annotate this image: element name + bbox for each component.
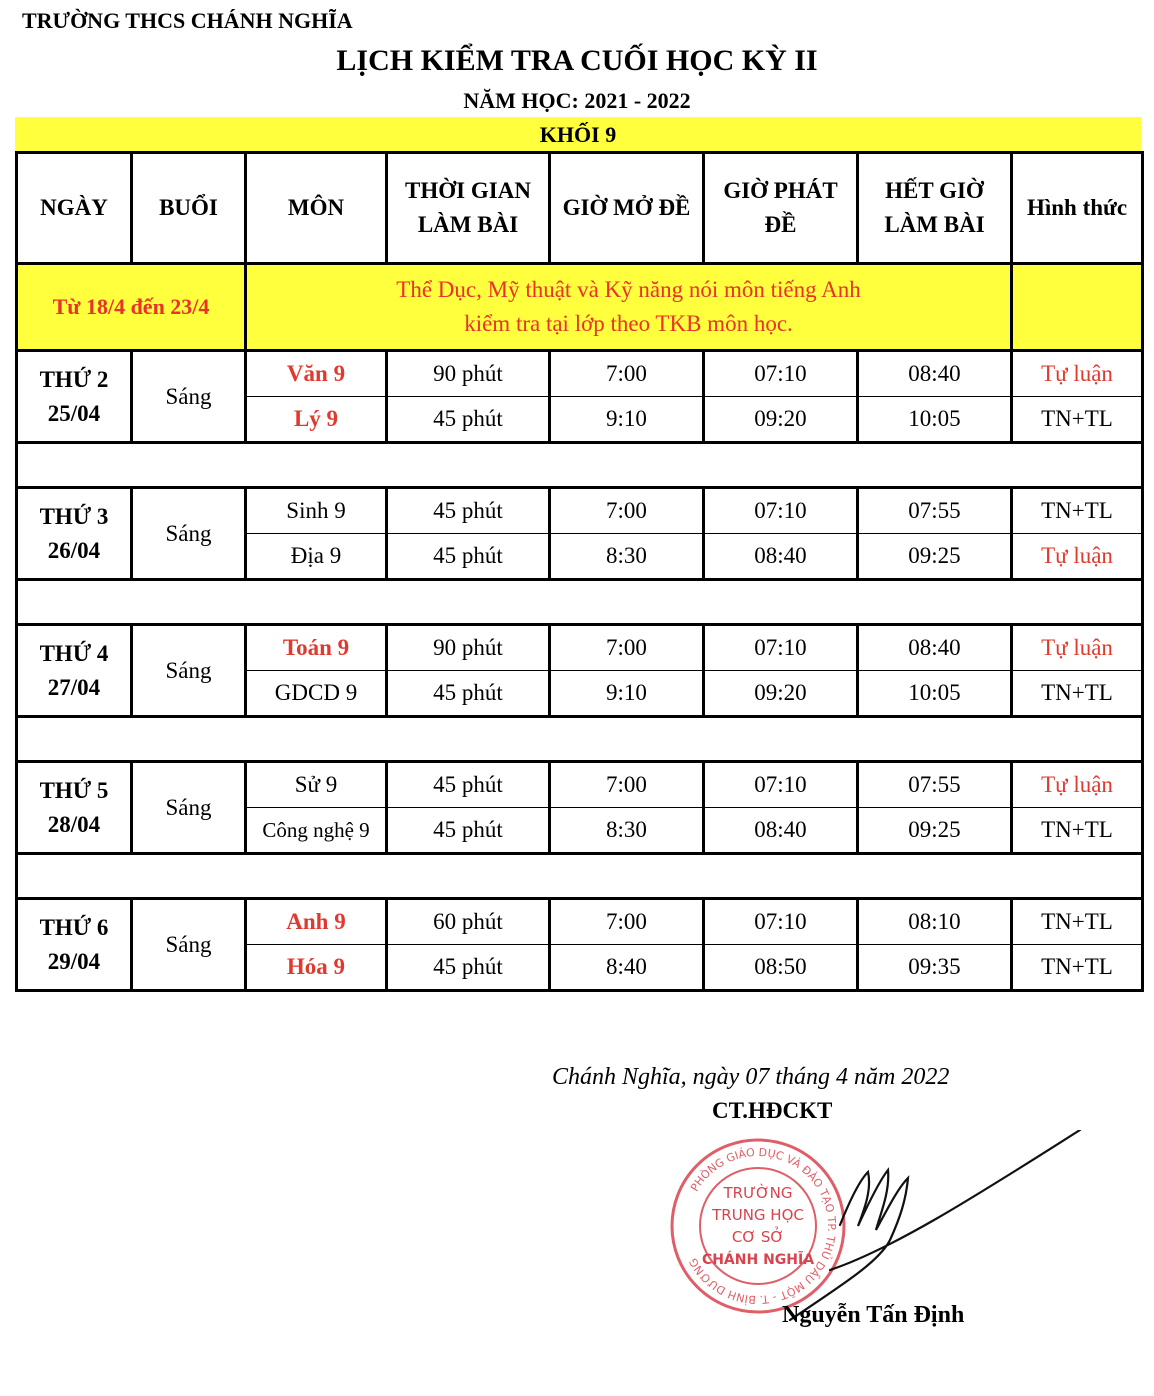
end-time-cell: 08:40 xyxy=(858,625,1012,671)
end-time-cell: 09:35 xyxy=(858,945,1012,991)
open-time-cell: 9:10 xyxy=(550,671,704,717)
note-message: Thể Dục, Mỹ thuật và Kỹ năng nói môn tiếng Anh kiểm tra tại lớp theo TKB môn học. xyxy=(246,264,1012,351)
end-time-cell: 08:40 xyxy=(858,351,1012,397)
duration-cell: 90 phút xyxy=(387,625,550,671)
stamp-text-1: TRƯỜNG xyxy=(723,1184,793,1202)
open-time-cell: 9:10 xyxy=(550,397,704,443)
format-cell: TN+TL xyxy=(1012,899,1143,945)
open-time-cell: 8:30 xyxy=(550,534,704,580)
handout-time-cell: 09:20 xyxy=(704,397,858,443)
day-cell: THỨ 4 27/04 xyxy=(17,625,132,717)
format-cell: TN+TL xyxy=(1012,488,1143,534)
duration-cell: 90 phút xyxy=(387,351,550,397)
day-cell: THỨ 3 26/04 xyxy=(17,488,132,580)
spacer-row xyxy=(17,717,1143,762)
format-cell: TN+TL xyxy=(1012,397,1143,443)
signer-role: CT.HĐCKT xyxy=(712,1098,833,1123)
duration-cell: 45 phút xyxy=(387,762,550,808)
col-header-end: HẾT GIỜ LÀM BÀI xyxy=(858,153,1012,264)
duration-cell: 60 phút xyxy=(387,899,550,945)
exam-row xyxy=(17,488,1143,534)
day-cell: THỨ 2 25/04 xyxy=(17,351,132,443)
exam-row xyxy=(17,899,1143,945)
handout-time-cell: 08:40 xyxy=(704,808,858,854)
stamp-text-2: TRUNG HỌC xyxy=(712,1206,804,1224)
format-cell: Tự luận xyxy=(1012,625,1143,671)
format-cell: TN+TL xyxy=(1012,808,1143,854)
end-time-cell: 07:55 xyxy=(858,488,1012,534)
exam-row xyxy=(17,625,1143,671)
exam-row xyxy=(17,351,1143,397)
note-row xyxy=(17,264,1143,351)
place-date: Chánh Nghĩa, ngày 07 tháng 4 năm 2022 xyxy=(552,1064,950,1090)
handout-time-cell: 08:50 xyxy=(704,945,858,991)
subject-cell: Văn 9 xyxy=(246,351,387,397)
subject-cell: Sử 9 xyxy=(246,762,387,808)
col-header-format: Hình thức xyxy=(1012,153,1143,264)
handout-time-cell: 09:20 xyxy=(704,671,858,717)
note-empty-cell xyxy=(1012,264,1143,351)
subject-cell: Toán 9 xyxy=(246,625,387,671)
subject-cell: Địa 9 xyxy=(246,534,387,580)
day-cell: THỨ 5 28/04 xyxy=(17,762,132,854)
subject-cell: Anh 9 xyxy=(246,899,387,945)
end-time-cell: 09:25 xyxy=(858,534,1012,580)
stamp-ring-text: PHÒNG GIÁO DỤC VÀ ĐÀO TẠO TP. THỦ DẦU MỘT - T. BÌNH DƯƠNG xyxy=(686,1145,839,1307)
session-cell: Sáng xyxy=(132,351,246,443)
handout-time-cell: 07:10 xyxy=(704,488,858,534)
handout-time-cell: 08:40 xyxy=(704,534,858,580)
spacer-row xyxy=(17,580,1143,625)
handout-time-cell: 07:10 xyxy=(704,625,858,671)
spacer-row xyxy=(17,854,1143,899)
end-time-cell: 07:55 xyxy=(858,762,1012,808)
open-time-cell: 8:40 xyxy=(550,945,704,991)
col-header-day: NGÀY xyxy=(17,153,132,264)
end-time-cell: 09:25 xyxy=(858,808,1012,854)
day-cell: THỨ 6 29/04 xyxy=(17,899,132,991)
col-header-duration: THỜI GIAN LÀM BÀI xyxy=(387,153,550,264)
note-date-range: Từ 18/4 đến 23/4 xyxy=(17,264,246,351)
col-header-subject: MÔN xyxy=(246,153,387,264)
subject-cell: Sinh 9 xyxy=(246,488,387,534)
exam-schedule-table xyxy=(15,151,1144,992)
format-cell: TN+TL xyxy=(1012,671,1143,717)
spacer-cell xyxy=(17,717,1143,762)
format-cell: TN+TL xyxy=(1012,945,1143,991)
handout-time-cell: 07:10 xyxy=(704,899,858,945)
stamp-text-3: CƠ SỞ xyxy=(731,1228,785,1246)
end-time-cell: 08:10 xyxy=(858,899,1012,945)
open-time-cell: 7:00 xyxy=(550,351,704,397)
end-time-cell: 10:05 xyxy=(858,671,1012,717)
col-header-session: BUỔI xyxy=(132,153,246,264)
session-cell: Sáng xyxy=(132,625,246,717)
end-time-cell: 10:05 xyxy=(858,397,1012,443)
signer-name: Nguyễn Tấn Định xyxy=(782,1302,965,1328)
grade-banner: KHỐI 9 xyxy=(15,117,1141,153)
stamp-text-4: CHÁNH NGHĨA xyxy=(701,1252,815,1268)
spacer-row xyxy=(17,443,1143,488)
format-cell: Tự luận xyxy=(1012,762,1143,808)
spacer-cell xyxy=(17,580,1143,625)
duration-cell: 45 phút xyxy=(387,534,550,580)
duration-cell: 45 phút xyxy=(387,945,550,991)
open-time-cell: 8:30 xyxy=(550,808,704,854)
subject-cell: Công nghệ 9 xyxy=(246,808,387,854)
handout-time-cell: 07:10 xyxy=(704,762,858,808)
session-cell: Sáng xyxy=(132,762,246,854)
subject-cell: Hóa 9 xyxy=(246,945,387,991)
col-header-handout: GIỜ PHÁT ĐỀ xyxy=(704,153,858,264)
open-time-cell: 7:00 xyxy=(550,488,704,534)
open-time-cell: 7:00 xyxy=(550,899,704,945)
duration-cell: 45 phút xyxy=(387,808,550,854)
handout-time-cell: 07:10 xyxy=(704,351,858,397)
duration-cell: 45 phút xyxy=(387,397,550,443)
format-cell: Tự luận xyxy=(1012,351,1143,397)
spacer-cell xyxy=(17,443,1143,488)
open-time-cell: 7:00 xyxy=(550,762,704,808)
subject-cell: Lý 9 xyxy=(246,397,387,443)
exam-row xyxy=(17,762,1143,808)
school-year: NĂM HỌC: 2021 - 2022 xyxy=(463,88,691,113)
page-title: LỊCH KIỂM TRA CUỐI HỌC KỲ II xyxy=(336,44,818,77)
spacer-cell xyxy=(17,854,1143,899)
session-cell: Sáng xyxy=(132,488,246,580)
duration-cell: 45 phút xyxy=(387,671,550,717)
school-name: TRƯỜNG THCS CHÁNH NGHĨA xyxy=(22,8,353,33)
duration-cell: 45 phút xyxy=(387,488,550,534)
format-cell: Tự luận xyxy=(1012,534,1143,580)
subject-cell: GDCD 9 xyxy=(246,671,387,717)
open-time-cell: 7:00 xyxy=(550,625,704,671)
col-header-open: GIỜ MỞ ĐỀ xyxy=(550,153,704,264)
header-row xyxy=(17,153,1143,264)
session-cell: Sáng xyxy=(132,899,246,991)
